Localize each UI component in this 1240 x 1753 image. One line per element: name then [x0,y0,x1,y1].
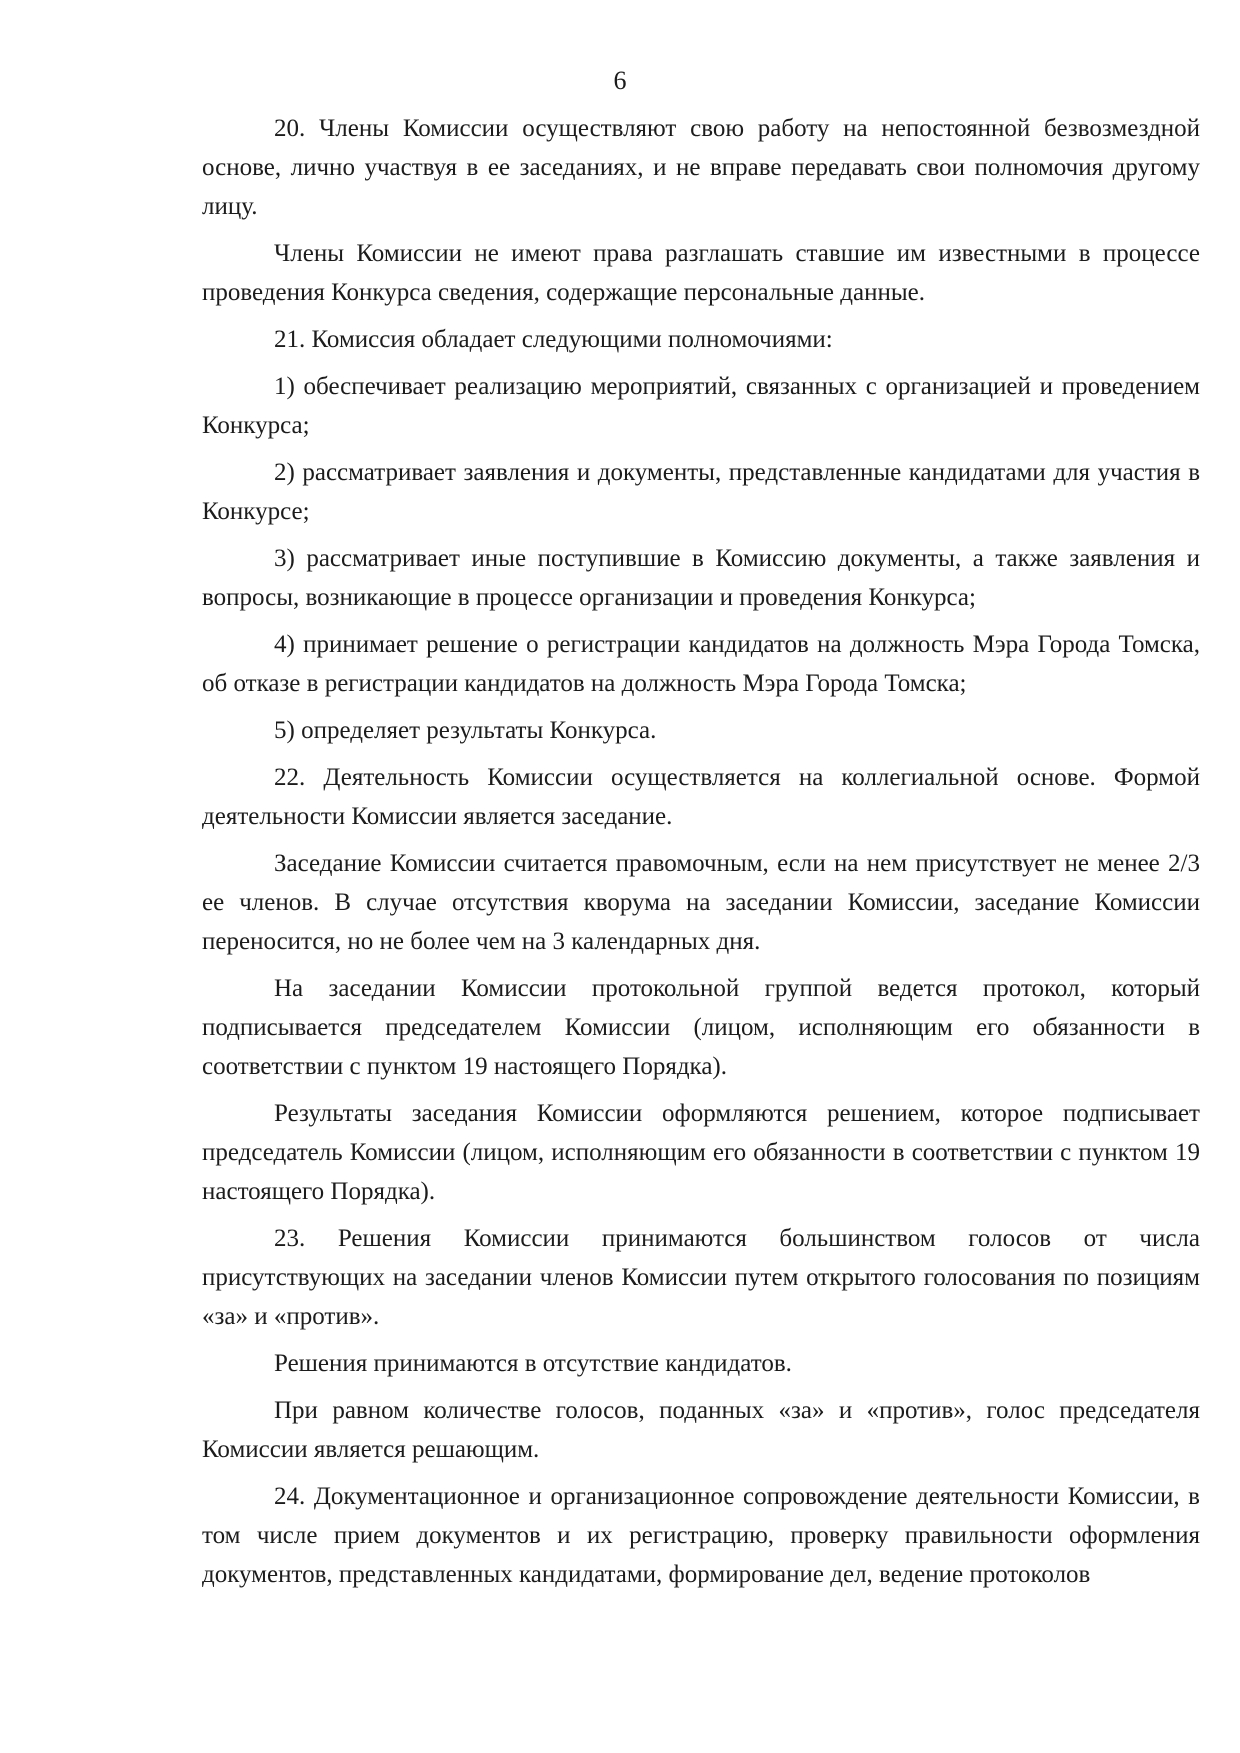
paragraph-20-confidentiality: Члены Комиссии не имеют права разглашать ставшие им известными в процессе проведения Конкурса сведения, содержащие персональные данные. [202,240,1200,306]
paragraph-23-absence: Решения принимаются в отсутствие кандидатов. [274,1350,792,1377]
paragraph-21-item-3: 3) рассматривает иные поступившие в Комиссию документы, а также заявления и вопросы, возникающие в процессе организации и проведения Конкурса; [202,545,1200,611]
paragraph-22: 22. Деятельность Комиссии осуществляется на коллегиальной основе. Формой деятельности Комиссии является заседание. [202,764,1200,830]
paragraph-21-item-2: 2) рассматривает заявления и документы, представленные кандидатами для участия в Конкурсе; [202,459,1200,525]
paragraph-22-results: Результаты заседания Комиссии оформляются решением, которое подписывает председатель Комиссии (лицом, исполняющим его обязанности в соответствии с пунктом 19 настоящего Порядка). [202,1100,1200,1205]
page-number: 6 [613,66,627,95]
paragraph-20: 20. Члены Комиссии осуществляют свою работу на непостоянной безвозмездной основе, лично участвуя в ее заседаниях, и не вправе передавать свои полномочия другому лицу. [202,115,1200,220]
paragraph-23: 23. Решения Комиссии принимаются большинством голосов от числа присутствующих на заседании членов Комиссии путем открытого голосования по позициям «за» и «против». [202,1225,1200,1330]
paragraph-21-item-5: 5) определяет результаты Конкурса. [274,717,657,744]
paragraph-21-item-1: 1) обеспечивает реализацию мероприятий, связанных с организацией и проведением Конкурса; [202,373,1200,439]
paragraph-21: 21. Комиссия обладает следующими полномочиями: [274,326,833,353]
paragraph-24: 24. Документационное и организационное сопровождение деятельности Комиссии, в том числе прием документов и их регистрацию, проверку правильности оформления документов, представленных кандидатами, формирование дел, ведение протоколов [202,1483,1200,1588]
paragraph-22-protocol: На заседании Комиссии протокольной группой ведется протокол, который подписывается председателем Комиссии (лицом, исполняющим его обязанности в соответствии с пунктом 19 настоящего Порядка). [202,975,1200,1080]
paragraph-22-quorum: Заседание Комиссии считается правомочным, если на нем присутствует не менее 2/3 ее членов. В случае отсутствия кворума на заседании Комиссии, заседание Комиссии переносится, но не более чем на 3 календарных дня. [202,850,1200,955]
paragraph-21-item-4: 4) принимает решение о регистрации кандидатов на должность Мэра Города Томска, об отказе в регистрации кандидатов на должность Мэра Города Томска; [202,631,1200,697]
document-body [202,109,1200,1602]
paragraph-23-tie-vote: При равном количестве голосов, поданных «за» и «против», голос председателя Комиссии является решающим. [202,1397,1200,1463]
